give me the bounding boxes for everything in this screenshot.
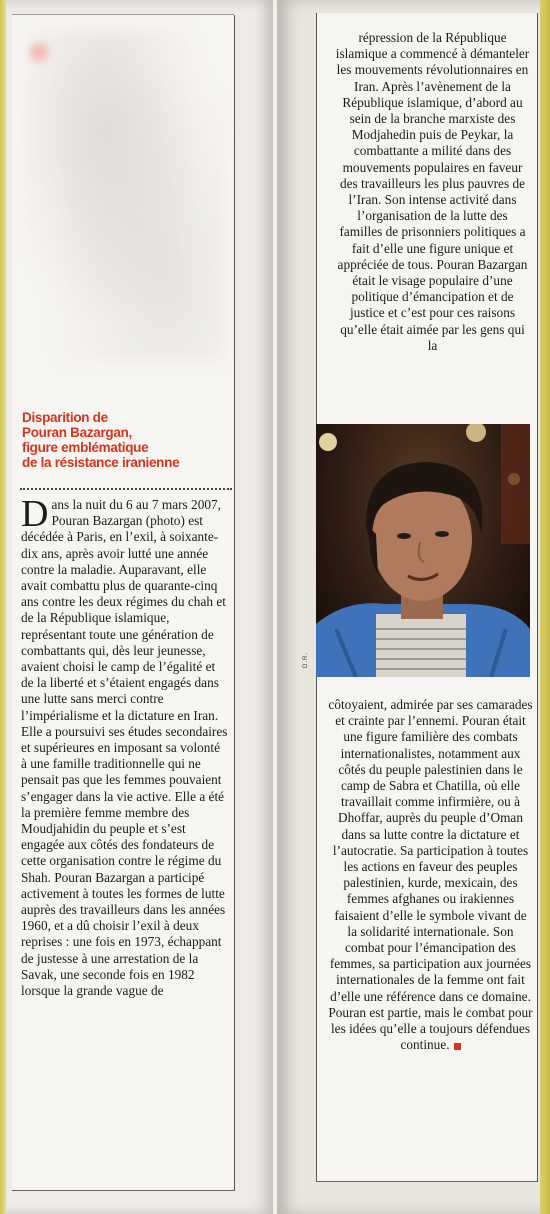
left-text-column xyxy=(21,493,228,999)
right-text-top xyxy=(335,30,530,354)
title-line-1: Disparition de xyxy=(22,410,108,425)
title-dotted-rule xyxy=(20,488,232,490)
left-yellow-margin-bar xyxy=(0,0,6,1214)
blurred-area xyxy=(25,30,225,360)
photo-credit: D.R. xyxy=(303,652,309,668)
right-bottom-paragraph-text: côtoyaient, admirée par ses camarades et crainte par l’ennemi. Pouran était une figure familière des combats internationalistes, notamment aux côtés du peuple palestinien dans le camp de Sabra et Chatilla, où elle travaillait comme infirmière, ou à Dhoffar, auprès du peuple d’Oman dans sa lutte contre la dictature et l’autocratie. Sa participation à toutes les actions en faveur des peuples palestinien, kurde, mexicain, des femmes afghanes ou irakiennes faisaient d’elle le symbole vivant de la solidarité internationale. Son combat pour l’émancipation des femmes, sa participation aux journées internationales de la femme ont fait d’elle une référence dans ce domaine. Pouran est partie, mais le combat pour les idées qu’elle a toujours défendues continue. xyxy=(328,697,533,1053)
drop-cap: D xyxy=(21,493,49,535)
article-title xyxy=(22,410,227,470)
paragraph-1 xyxy=(21,493,228,724)
right-bottom-paragraph xyxy=(328,697,533,1053)
title-line-2: Pouran Bazargan, xyxy=(22,425,132,440)
right-yellow-margin-bar xyxy=(540,0,550,1214)
title-line-3: figure emblématique xyxy=(22,440,149,455)
paragraph-2: Elle a poursuivi ses études secondaires et supérieures en imposant sa volonté à une famille traditionnelle qui ne pensait pas que les femmes pouvaient s’engager dans la vie active. Elle a été la première femme membre des Moudjahidin du peuple et s’est engagée aux côtés des fondateurs de cette organisation contre le régime du Shah. Pouran Bazargan a participé activement à toutes les formes de lutte auprès des travailleurs dans les années 1960, et a dû choisir l’exil à deux reprises : une fois en 1973, échappant de justesse à une arrestation de la Savak, une seconde fois en 1982 lorsque la grande vague de xyxy=(21,723,228,999)
right-bottom-rule xyxy=(316,1181,538,1182)
portrait-photo xyxy=(316,424,530,677)
left-top-rule xyxy=(12,14,234,15)
title-line-4: de la résistance iranienne xyxy=(22,455,180,470)
right-top-paragraph: répression de la République islamique a commencé à démanteler les mouvements révolutionnaires en Iran. Après l’avènement de la République islamique, d’abord au sein de la branche marxiste des Modjahedin puis de Peykar, la combattante a milité dans des mouvements populaires en faveur des travailleurs les plus pauvres de l’Iran. Son intense activité dans l’organisation de la lutte des familles de prisonniers politiques a fait d’elle une figure unique et appréciée de tous. Pouran Bazargan était le visage populaire d’une politique d’émancipation et de justice et c’est pour ces raisons qu’elle était aimée par les gens qui la xyxy=(335,30,530,353)
blurred-pink-spot xyxy=(30,43,48,61)
right-text-bottom xyxy=(328,697,533,1053)
paragraph-1-text: ans la nuit du 6 au 7 mars 2007, Pouran Bazargan (photo) est décédée à Paris, en l’exil, à soixante-dix ans, après avoir lutté une année contre la maladie. Auparavant, elle avait combattu plus de quarante-cinq ans contre les deux régimes du chah et de la République islamique, représentant toute une génération de combattants qui, dès leur jeunesse, avaient choisi le camp de l’égalité et de la liberté et s’étaient engagés dans une lutte sans merci contre l’impérialisme et la dictature en Iran. xyxy=(21,497,226,723)
end-of-article-mark xyxy=(454,1043,461,1050)
